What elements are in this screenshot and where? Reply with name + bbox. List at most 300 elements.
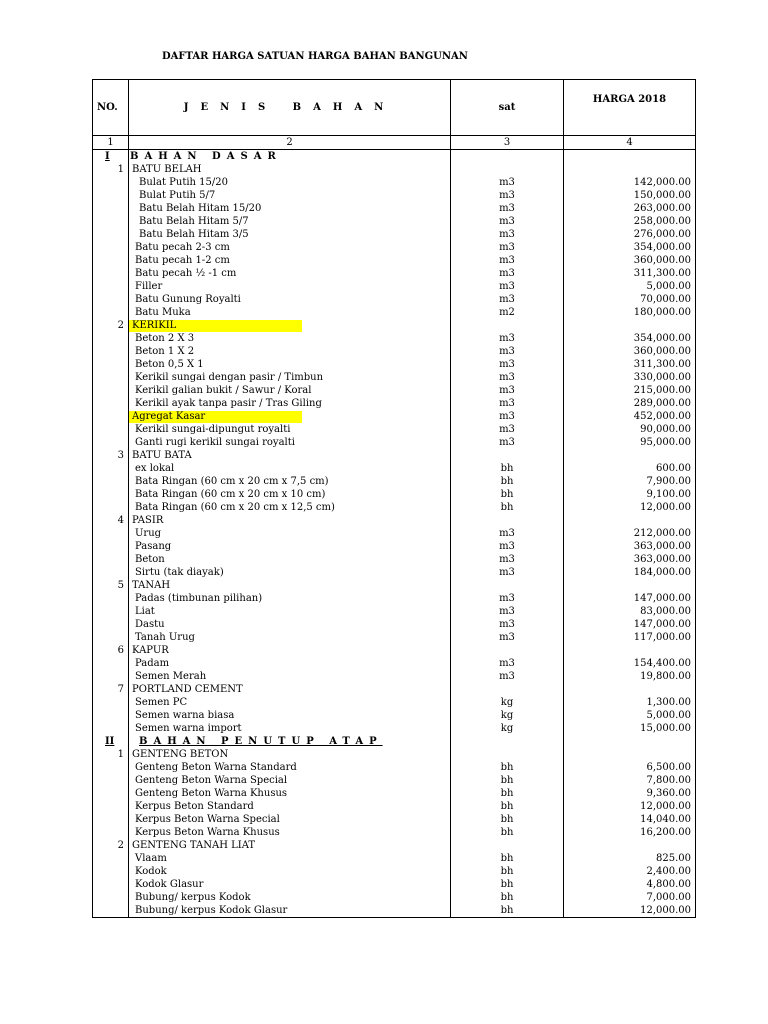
- header-sat: sat: [451, 80, 564, 136]
- item-unit: bh: [451, 475, 564, 488]
- no-cell: [93, 891, 129, 904]
- table-row: [93, 241, 696, 254]
- no-cell: [93, 176, 129, 189]
- group-title: TANAH: [132, 579, 171, 591]
- item-unit: bh: [451, 852, 564, 865]
- item-price: 363,000.00: [564, 553, 696, 566]
- price-table: [92, 79, 696, 918]
- no-cell: [93, 423, 129, 436]
- group-row: [93, 839, 696, 852]
- item-price: 360,000.00: [564, 254, 696, 267]
- item-unit: bh: [451, 904, 564, 918]
- item-unit: m3: [451, 436, 564, 449]
- group-number: 6: [93, 644, 129, 657]
- table-row: [93, 709, 696, 722]
- item-unit: m3: [451, 176, 564, 189]
- item-name: Genteng Beton Warna Khusus: [135, 787, 288, 799]
- table-row: [93, 384, 696, 397]
- item-name: Dastu: [135, 618, 165, 630]
- item-unit: m3: [451, 397, 564, 410]
- item-unit: m3: [451, 592, 564, 605]
- item-price: 1,300.00: [564, 696, 696, 709]
- group-title: PASIR: [132, 514, 164, 526]
- item-price: 95,000.00: [564, 436, 696, 449]
- item-name-cell: [129, 410, 451, 423]
- item-unit: m3: [451, 657, 564, 670]
- item-name-cell: [129, 527, 451, 540]
- item-unit: bh: [451, 878, 564, 891]
- sat-cell: [451, 735, 564, 748]
- table-row: [93, 774, 696, 787]
- sat-cell: [451, 449, 564, 462]
- group-number: 7: [93, 683, 129, 696]
- table-row: [93, 475, 696, 488]
- item-unit: m3: [451, 254, 564, 267]
- column-number-row: [93, 136, 696, 150]
- item-unit: m2: [451, 306, 564, 319]
- table-row: [93, 371, 696, 384]
- table-row: [93, 670, 696, 683]
- item-name-cell: [129, 605, 451, 618]
- sat-cell: [451, 163, 564, 176]
- group-number: 4: [93, 514, 129, 527]
- item-price: 258,000.00: [564, 215, 696, 228]
- item-name-cell: [129, 254, 451, 267]
- item-unit: m3: [451, 189, 564, 202]
- table-row: [93, 436, 696, 449]
- item-unit: bh: [451, 826, 564, 839]
- item-name-cell: [129, 878, 451, 891]
- no-cell: [93, 878, 129, 891]
- item-price: 263,000.00: [564, 202, 696, 215]
- item-price: 6,500.00: [564, 761, 696, 774]
- item-name: Bulat Putih 5/7: [139, 189, 216, 201]
- table-row: [93, 345, 696, 358]
- group-title-cell: [129, 319, 451, 332]
- column-number: 2: [129, 136, 451, 150]
- table-row: [93, 254, 696, 267]
- item-name-cell: [129, 670, 451, 683]
- item-name-cell: [129, 761, 451, 774]
- item-name: Kerikil galian bukit / Sawur / Koral: [135, 384, 312, 396]
- group-title-cell: [129, 839, 451, 852]
- price-cell: [564, 579, 696, 592]
- table-row: [93, 657, 696, 670]
- section-row: [93, 735, 696, 748]
- group-row: [93, 579, 696, 592]
- item-price: 154,400.00: [564, 657, 696, 670]
- item-price: 15,000.00: [564, 722, 696, 735]
- item-unit: m3: [451, 384, 564, 397]
- item-unit: m3: [451, 358, 564, 371]
- item-price: 452,000.00: [564, 410, 696, 423]
- item-name: Genteng Beton Warna Standard: [135, 761, 297, 773]
- item-name-cell: [129, 722, 451, 735]
- table-row: [93, 332, 696, 345]
- group-title: GENTENG BETON: [132, 748, 229, 760]
- item-name: Batu pecah 2-3 cm: [135, 241, 230, 253]
- item-name: ex lokal: [135, 462, 175, 474]
- item-name-cell: [129, 462, 451, 475]
- item-name: Batu Gunung Royalti: [135, 293, 241, 305]
- no-cell: [93, 605, 129, 618]
- table-row: [93, 865, 696, 878]
- item-name-cell: [129, 566, 451, 579]
- table-row: [93, 826, 696, 839]
- item-name: Padas (timbunan pilihan): [135, 592, 263, 604]
- item-name: Agregat Kasar: [129, 411, 302, 423]
- price-table-container: [92, 79, 696, 918]
- item-unit: bh: [451, 800, 564, 813]
- item-name-cell: [129, 280, 451, 293]
- item-name: Bubung/ kerpus Kodok Glasur: [135, 904, 288, 916]
- table-row: [93, 800, 696, 813]
- table-row: [93, 423, 696, 436]
- table-row: [93, 488, 696, 501]
- section-title-cell: [129, 150, 451, 164]
- header-row: [93, 80, 696, 136]
- item-price: 147,000.00: [564, 618, 696, 631]
- item-price: 180,000.00: [564, 306, 696, 319]
- item-name-cell: [129, 345, 451, 358]
- price-cell: [564, 644, 696, 657]
- item-unit: m3: [451, 371, 564, 384]
- sat-cell: [451, 683, 564, 696]
- group-number: 5: [93, 579, 129, 592]
- group-title-cell: [129, 449, 451, 462]
- item-name: Batu pecah 1-2 cm: [135, 254, 230, 266]
- table-row: [93, 878, 696, 891]
- group-number: 3: [93, 449, 129, 462]
- no-cell: [93, 618, 129, 631]
- item-price: 184,000.00: [564, 566, 696, 579]
- item-name: Bubung/ kerpus Kodok: [135, 891, 251, 903]
- item-name: Kerpus Beton Standard: [135, 800, 254, 812]
- item-unit: m3: [451, 332, 564, 345]
- item-name-cell: [129, 306, 451, 319]
- sat-cell: [451, 748, 564, 761]
- item-price: 4,800.00: [564, 878, 696, 891]
- item-price: 354,000.00: [564, 241, 696, 254]
- item-unit: m3: [451, 293, 564, 306]
- item-price: 70,000.00: [564, 293, 696, 306]
- item-name-cell: [129, 709, 451, 722]
- no-cell: [93, 254, 129, 267]
- no-cell: [93, 189, 129, 202]
- item-name: Beton 1 X 2: [135, 345, 195, 357]
- group-row: [93, 163, 696, 176]
- item-name: Batu Belah Hitam 3/5: [139, 228, 249, 240]
- item-name-cell: [129, 904, 451, 918]
- no-cell: [93, 475, 129, 488]
- item-unit: m3: [451, 228, 564, 241]
- table-row: [93, 215, 696, 228]
- item-name: Bulat Putih 15/20: [139, 176, 228, 188]
- item-name-cell: [129, 436, 451, 449]
- table-row: [93, 813, 696, 826]
- group-title-cell: [129, 748, 451, 761]
- no-cell: [93, 306, 129, 319]
- item-name-cell: [129, 475, 451, 488]
- item-name-cell: [129, 631, 451, 644]
- item-price: 330,000.00: [564, 371, 696, 384]
- item-name: Batu Belah Hitam 5/7: [139, 215, 249, 227]
- item-name-cell: [129, 488, 451, 501]
- no-cell: [93, 540, 129, 553]
- item-name: Ganti rugi kerikil sungai royalti: [135, 436, 295, 448]
- column-number: 1: [93, 136, 129, 150]
- item-unit: m3: [451, 202, 564, 215]
- group-title: GENTENG TANAH LIAT: [132, 839, 256, 851]
- item-name: Bata Ringan (60 cm x 20 cm x 12,5 cm): [135, 501, 335, 513]
- no-cell: [93, 501, 129, 514]
- group-title-cell: [129, 683, 451, 696]
- sat-cell: [451, 150, 564, 164]
- no-cell: [93, 813, 129, 826]
- item-name-cell: [129, 332, 451, 345]
- item-name: Kerpus Beton Warna Khusus: [135, 826, 280, 838]
- item-unit: kg: [451, 696, 564, 709]
- item-price: 117,000.00: [564, 631, 696, 644]
- no-cell: [93, 241, 129, 254]
- table-row: [93, 696, 696, 709]
- item-unit: kg: [451, 709, 564, 722]
- sat-cell: [451, 644, 564, 657]
- page-title: DAFTAR HARGA SATUAN HARGA BAHAN BANGUNAN: [162, 51, 468, 62]
- item-name-cell: [129, 696, 451, 709]
- item-price: 215,000.00: [564, 384, 696, 397]
- no-cell: [93, 631, 129, 644]
- section-title-cell: [129, 735, 451, 748]
- group-title: PORTLAND CEMENT: [132, 683, 243, 695]
- table-row: [93, 566, 696, 579]
- item-name-cell: [129, 774, 451, 787]
- no-cell: [93, 410, 129, 423]
- item-name-cell: [129, 618, 451, 631]
- no-cell: [93, 371, 129, 384]
- item-name-cell: [129, 787, 451, 800]
- group-title-cell: [129, 579, 451, 592]
- price-cell: [564, 163, 696, 176]
- price-cell: [564, 748, 696, 761]
- item-price: 142,000.00: [564, 176, 696, 189]
- group-number: 1: [93, 748, 129, 761]
- table-row: [93, 891, 696, 904]
- group-title-cell: [129, 163, 451, 176]
- item-name: Sirtu (tak diayak): [135, 566, 224, 578]
- price-cell: [564, 735, 696, 748]
- group-row: [93, 449, 696, 462]
- item-unit: m3: [451, 618, 564, 631]
- item-unit: m3: [451, 215, 564, 228]
- item-name: Semen warna biasa: [135, 709, 235, 721]
- no-cell: [93, 527, 129, 540]
- table-row: [93, 631, 696, 644]
- item-name: Kerikil ayak tanpa pasir / Tras Giling: [135, 397, 322, 409]
- no-cell: [93, 787, 129, 800]
- item-price: 12,000.00: [564, 501, 696, 514]
- item-price: 12,000.00: [564, 904, 696, 918]
- item-price: 150,000.00: [564, 189, 696, 202]
- table-row: [93, 176, 696, 189]
- price-table-body: [93, 150, 696, 918]
- item-name-cell: [129, 657, 451, 670]
- item-price: 2,400.00: [564, 865, 696, 878]
- sat-cell: [451, 579, 564, 592]
- item-name: Beton 2 X 3: [135, 332, 195, 344]
- group-row: [93, 644, 696, 657]
- item-name: Batu Belah Hitam 15/20: [139, 202, 262, 214]
- item-name-cell: [129, 215, 451, 228]
- group-row: [93, 514, 696, 527]
- table-row: [93, 280, 696, 293]
- price-cell: [564, 319, 696, 332]
- table-row: [93, 189, 696, 202]
- header-no: NO.: [93, 80, 129, 136]
- group-title-cell: [129, 644, 451, 657]
- group-title: BATU BATA: [132, 449, 192, 461]
- item-unit: m3: [451, 280, 564, 293]
- group-row: [93, 748, 696, 761]
- item-name: Kerpus Beton Warna Special: [135, 813, 280, 825]
- item-name-cell: [129, 241, 451, 254]
- item-unit: bh: [451, 462, 564, 475]
- item-price: 12,000.00: [564, 800, 696, 813]
- item-name: Kerikil sungai dengan pasir / Timbun: [135, 371, 324, 383]
- price-cell: [564, 683, 696, 696]
- no-cell: [93, 865, 129, 878]
- price-cell: [564, 514, 696, 527]
- group-title: KERIKIL: [129, 320, 302, 332]
- no-cell: [93, 566, 129, 579]
- item-price: 147,000.00: [564, 592, 696, 605]
- no-cell: [93, 722, 129, 735]
- no-cell: [93, 670, 129, 683]
- no-cell: [93, 553, 129, 566]
- item-name: Liat: [135, 605, 155, 617]
- section-row: [93, 150, 696, 164]
- item-name: Batu Muka: [135, 306, 191, 318]
- item-name: Urug: [135, 527, 162, 539]
- item-name: Semen warna import: [135, 722, 242, 734]
- item-name: Batu pecah ½ -1 cm: [135, 267, 237, 279]
- item-name-cell: [129, 826, 451, 839]
- item-unit: bh: [451, 813, 564, 826]
- no-cell: [93, 592, 129, 605]
- item-price: 7,900.00: [564, 475, 696, 488]
- item-name-cell: [129, 384, 451, 397]
- item-unit: bh: [451, 774, 564, 787]
- group-title: KAPUR: [132, 644, 169, 656]
- table-row: [93, 501, 696, 514]
- item-price: 600.00: [564, 462, 696, 475]
- table-row: [93, 787, 696, 800]
- no-cell: [93, 397, 129, 410]
- section-title: BAHAN DASAR: [130, 150, 282, 162]
- item-price: 212,000.00: [564, 527, 696, 540]
- item-unit: bh: [451, 488, 564, 501]
- no-cell: [93, 202, 129, 215]
- table-row: [93, 397, 696, 410]
- item-price: 90,000.00: [564, 423, 696, 436]
- item-unit: m3: [451, 410, 564, 423]
- item-price: 311,300.00: [564, 358, 696, 371]
- item-name-cell: [129, 891, 451, 904]
- item-unit: m3: [451, 267, 564, 280]
- header-harga: HARGA 2018: [564, 80, 696, 136]
- item-name-cell: [129, 852, 451, 865]
- item-unit: m3: [451, 527, 564, 540]
- table-row: [93, 618, 696, 631]
- section-number: I: [93, 150, 129, 164]
- item-price: 7,800.00: [564, 774, 696, 787]
- item-unit: bh: [451, 761, 564, 774]
- no-cell: [93, 280, 129, 293]
- item-price: 5,000.00: [564, 280, 696, 293]
- section-title: BAHAN PENUTUP ATAP: [139, 735, 383, 747]
- table-row: [93, 306, 696, 319]
- no-cell: [93, 709, 129, 722]
- group-title-cell: [129, 514, 451, 527]
- item-price: 16,200.00: [564, 826, 696, 839]
- sat-cell: [451, 319, 564, 332]
- item-price: 825.00: [564, 852, 696, 865]
- item-name: Semen Merah: [135, 670, 207, 682]
- item-unit: m3: [451, 631, 564, 644]
- item-name-cell: [129, 865, 451, 878]
- item-unit: m3: [451, 540, 564, 553]
- no-cell: [93, 904, 129, 918]
- no-cell: [93, 267, 129, 280]
- no-cell: [93, 761, 129, 774]
- item-name-cell: [129, 371, 451, 384]
- item-price: 7,000.00: [564, 891, 696, 904]
- no-cell: [93, 345, 129, 358]
- item-name-cell: [129, 202, 451, 215]
- no-cell: [93, 774, 129, 787]
- section-number: II: [93, 735, 129, 748]
- no-cell: [93, 332, 129, 345]
- item-price: 360,000.00: [564, 345, 696, 358]
- item-name: Beton 0,5 X 1: [135, 358, 204, 370]
- no-cell: [93, 800, 129, 813]
- item-unit: bh: [451, 891, 564, 904]
- table-row: [93, 410, 696, 423]
- item-unit: m3: [451, 423, 564, 436]
- item-name-cell: [129, 189, 451, 202]
- no-cell: [93, 657, 129, 670]
- item-unit: m3: [451, 605, 564, 618]
- item-name: Vlaam: [135, 852, 167, 864]
- item-name: Beton: [135, 553, 165, 565]
- item-unit: bh: [451, 787, 564, 800]
- column-number: 3: [451, 136, 564, 150]
- item-name-cell: [129, 592, 451, 605]
- no-cell: [93, 852, 129, 865]
- item-name: Padam: [135, 657, 170, 669]
- no-cell: [93, 358, 129, 371]
- item-name-cell: [129, 358, 451, 371]
- item-name: Kodok Glasur: [135, 878, 204, 890]
- item-name-cell: [129, 553, 451, 566]
- group-number: 1: [93, 163, 129, 176]
- table-row: [93, 540, 696, 553]
- no-cell: [93, 228, 129, 241]
- item-name: Filler: [135, 280, 163, 292]
- item-price: 354,000.00: [564, 332, 696, 345]
- item-price: 311,300.00: [564, 267, 696, 280]
- group-number: 2: [93, 319, 129, 332]
